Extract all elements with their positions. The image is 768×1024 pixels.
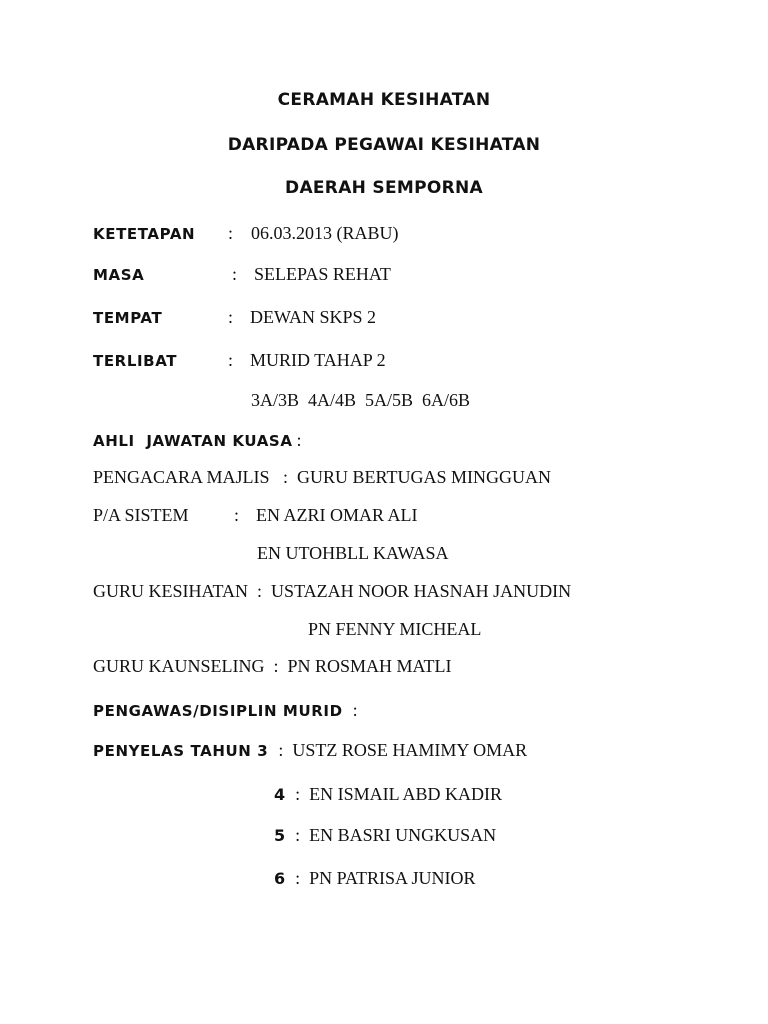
ketetapan-label: KETETAPAN: [93, 225, 196, 243]
pa-sistem-2: EN UTOHBLL KAWASA: [257, 543, 449, 563]
penyelas-row-4: [274, 784, 502, 805]
masa-colon: :: [232, 264, 238, 284]
penyelas-name: : EN ISMAIL ABD KADIR: [295, 784, 502, 804]
tempat-label: TEMPAT: [93, 309, 163, 327]
tempat-value: DEWAN SKPS 2: [250, 307, 377, 327]
terlibat-classes: 3A/3B 4A/4B 5A/5B 6A/6B: [251, 390, 471, 410]
penyelas-name: : EN BASRI UNGKUSAN: [295, 825, 497, 845]
pa-sistem-label: P/A SISTEM: [93, 505, 189, 525]
penyelas-label: PENYELAS TAHUN 3: [93, 742, 269, 760]
pa-sistem-colon: :: [234, 505, 240, 525]
title-line-3: DAERAH SEMPORNA: [285, 178, 483, 198]
guru-kesihatan-2: PN FENNY MICHEAL: [308, 619, 482, 639]
discipline-heading: PENGAWAS/DISIPLIN MURID: [93, 702, 343, 720]
penyelas-name: : PN PATRISA JUNIOR: [295, 868, 476, 888]
penyelas-value: : USTZ ROSE HAMIMY OMAR: [278, 740, 528, 760]
discipline-heading-colon: :: [352, 700, 358, 720]
penyelas-row-6: [274, 868, 476, 889]
penyelas-row-5: [274, 825, 496, 846]
committee-heading-colon: :: [296, 430, 302, 450]
pa-sistem-1: EN AZRI OMAR ALI: [256, 505, 418, 525]
ketetapan-colon: :: [228, 223, 234, 243]
pengacara-majlis: PENGACARA MAJLIS : GURU BERTUGAS MINGGUAN: [93, 467, 551, 487]
title-line-2: DARIPADA PEGAWAI KESIHATAN: [227, 135, 541, 155]
masa-label: MASA: [93, 266, 145, 284]
terlibat-colon: :: [228, 350, 234, 370]
penyelas-year: 5: [274, 826, 286, 845]
ketetapan-value: 06.03.2013 (RABU): [251, 223, 399, 243]
discipline-heading-row: [93, 700, 358, 721]
penyelas-year: 4: [274, 785, 286, 804]
terlibat-value: MURID TAHAP 2: [250, 350, 386, 370]
committee-heading-row: [93, 430, 302, 451]
terlibat-label: TERLIBAT: [93, 352, 178, 370]
guru-kesihatan: GURU KESIHATAN : USTAZAH NOOR HASNAH JANUDIN: [93, 581, 572, 601]
guru-kaunseling: GURU KAUNSELING : PN ROSMAH MATLI: [93, 656, 452, 676]
penyelas-row: [93, 740, 527, 761]
tempat-colon: :: [228, 307, 234, 327]
penyelas-year: 6: [274, 869, 286, 888]
committee-heading: AHLI JAWATAN KUASA: [93, 432, 293, 450]
title-line-1: CERAMAH KESIHATAN: [277, 90, 491, 110]
masa-value: SELEPAS REHAT: [254, 264, 391, 284]
